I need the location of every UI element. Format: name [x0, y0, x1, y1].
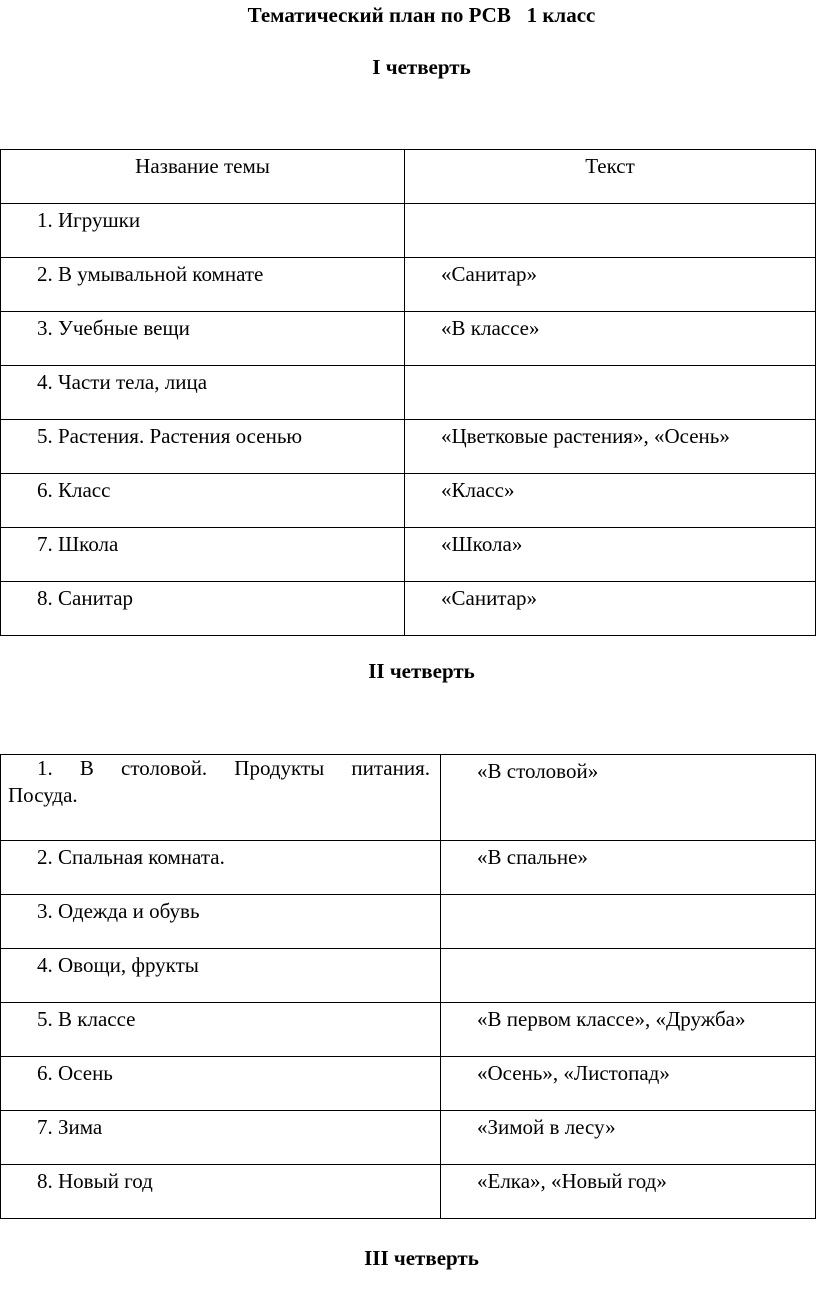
table-row — [1, 204, 816, 258]
column-header-text: Текст — [405, 150, 816, 204]
topic-cell: 3. Учебные вещи — [1, 312, 405, 366]
topic-cell: 6. Осень — [1, 1057, 441, 1111]
text-cell: «В столовой» — [441, 755, 816, 841]
table-row — [1, 258, 816, 312]
text-cell: «Класс» — [405, 474, 816, 528]
table-row — [1, 474, 816, 528]
table-row — [1, 755, 816, 841]
topic-cell: 4. Части тела, лица — [1, 366, 405, 420]
text-cell — [441, 895, 816, 949]
table-row — [1, 420, 816, 474]
topic-cell: 3. Одежда и обувь — [1, 895, 441, 949]
topic-cell: 8. Новый год — [1, 1165, 441, 1219]
topic-cell: 2. В умывальной комнате — [1, 258, 405, 312]
text-cell: «Зимой в лесу» — [441, 1111, 816, 1165]
quarter-1-heading: I четверть — [372, 55, 471, 79]
table-row — [1, 895, 816, 949]
table-row — [1, 949, 816, 1003]
topic-cell: 7. Школа — [1, 528, 405, 582]
text-cell: «Школа» — [405, 528, 816, 582]
quarter-1-table — [0, 149, 816, 636]
table-row — [1, 1003, 816, 1057]
text-cell: «Цветковые растения», «Осень» — [405, 420, 816, 474]
text-cell: «В спальне» — [441, 841, 816, 895]
text-cell: «Елка», «Новый год» — [441, 1165, 816, 1219]
text-cell: «В первом классе», «Дружба» — [441, 1003, 816, 1057]
topic-cell: 5. В классе — [1, 1003, 441, 1057]
topic-cell: 1. Игрушки — [1, 204, 405, 258]
table-row — [1, 1165, 816, 1219]
text-cell: «Санитар» — [405, 258, 816, 312]
topic-cell: 8. Санитар — [1, 582, 405, 636]
table-row — [1, 582, 816, 636]
topic-cell: 5. Растения. Растения осенью — [1, 420, 405, 474]
topic-cell: 4. Овощи, фрукты — [1, 949, 441, 1003]
table-row — [1, 312, 816, 366]
topic-cell: 7. Зима — [1, 1111, 441, 1165]
text-cell: «Санитар» — [405, 582, 816, 636]
text-cell: «Осень», «Листопад» — [441, 1057, 816, 1111]
topic-cell: 2. Спальная комната. — [1, 841, 441, 895]
topic-cell: 6. Класс — [1, 474, 405, 528]
table-row — [1, 1111, 816, 1165]
table-header-row — [1, 150, 816, 204]
table-row — [1, 841, 816, 895]
topic-cell — [1, 755, 441, 841]
table-row — [1, 366, 816, 420]
text-cell — [441, 949, 816, 1003]
topic-line: Посуда. — [8, 783, 78, 807]
text-cell — [405, 366, 816, 420]
table-row — [1, 528, 816, 582]
column-header-topic: Название темы — [1, 150, 405, 204]
page-title: Тематический план по РСВ 1 класс — [247, 3, 596, 27]
quarter-2-heading: II четверть — [368, 659, 475, 683]
topic-line: 1. В столовой. Продукты питания. — [37, 756, 430, 780]
table-row — [1, 1057, 816, 1111]
quarter-3-heading: III четверть — [364, 1246, 479, 1270]
text-cell: «В классе» — [405, 312, 816, 366]
text-cell — [405, 204, 816, 258]
quarter-2-table — [0, 754, 816, 1219]
